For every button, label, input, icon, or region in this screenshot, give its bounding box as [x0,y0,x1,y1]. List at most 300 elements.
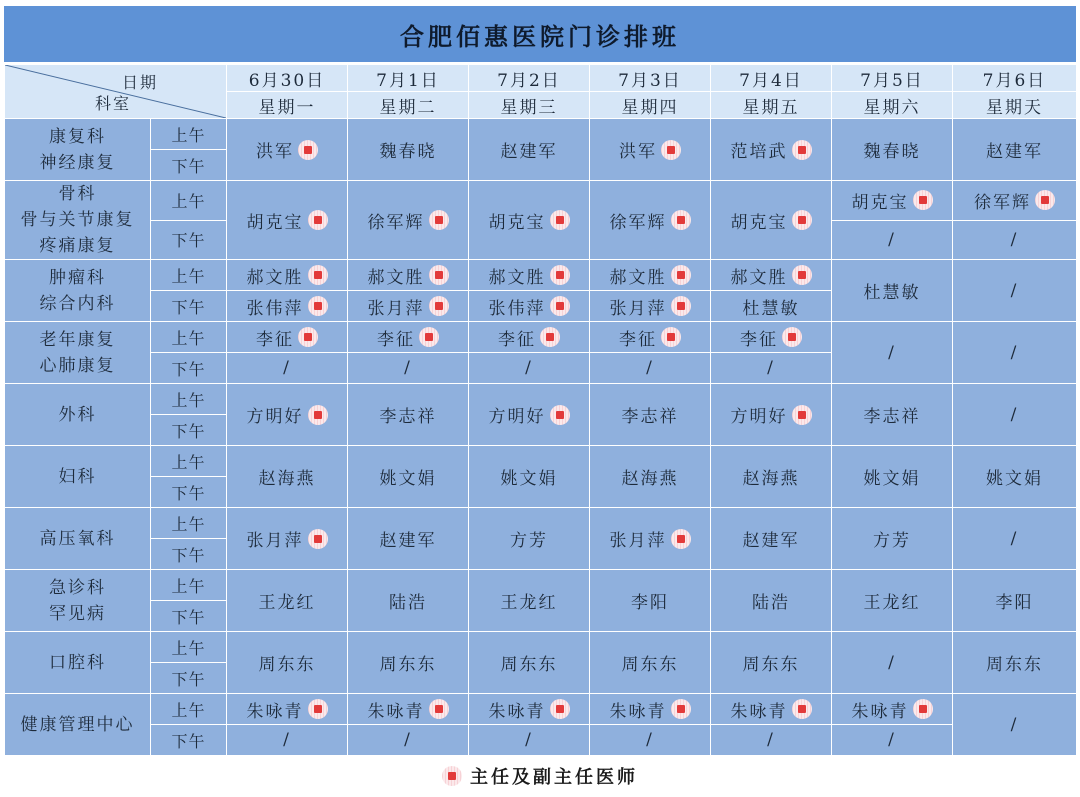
doctor-entry [888,343,896,363]
doctor-entry [501,137,558,162]
department-name-line: 肿瘤科 [49,267,106,288]
chief-physician-badge-icon [913,190,933,210]
schedule-cell [590,260,711,291]
doctor-entry [525,730,533,750]
schedule-cell [348,119,469,181]
schedule-cell [953,260,1077,322]
pm-label: 下午 [151,150,227,181]
am-row [5,322,1077,353]
doctor-entry [864,464,921,489]
schedule-cell [590,384,711,446]
doctor-name: 朱咏青 [488,701,546,722]
doctor-name: 周东东 [742,655,800,675]
doctor-name: 李志祥 [621,407,679,427]
doctor-entry [380,650,437,675]
date-row [5,65,1077,92]
pm-label: 下午 [151,725,227,756]
am-row [5,181,1077,221]
schedule-cell [590,353,711,384]
doctor-entry [622,402,679,427]
doctor-name: 郝文胜 [246,267,304,288]
chief-physician-badge-icon [792,699,812,719]
doctor-entry [888,730,896,750]
doctor-name: 李征 [256,329,294,350]
doctor-name: 洪军 [256,142,294,162]
chief-physician-badge-icon [1035,190,1055,210]
empty-slot: / [888,730,896,750]
doctor-entry [247,208,328,233]
department-name-line: 疼痛康复 [39,236,116,256]
schedule-cell [832,446,953,508]
schedule-cell [953,181,1077,221]
doctor-entry [368,263,449,288]
schedule-cell [227,446,348,508]
schedule-cell [348,725,469,756]
doctor-entry [731,697,812,722]
doctor-entry [622,650,679,675]
doctor-name: 李征 [377,329,415,350]
chief-physician-badge-icon [782,327,802,347]
pm-label: 下午 [151,353,227,384]
empty-slot: / [1010,229,1019,250]
schedule-cell [832,570,953,632]
doctor-entry [743,294,800,319]
department-name-line: 骨与关节康复 [20,210,135,230]
pm-label: 下午 [151,415,227,446]
doctor-name: 范培武 [730,142,788,162]
date-cell: 7月1日 [348,65,469,92]
schedule-table [4,64,1077,756]
schedule-cell [348,632,469,694]
date-cell: 7月4日 [711,65,832,92]
schedule-cell [711,694,832,725]
am-label: 上午 [151,384,227,415]
doctor-name: 陆浩 [752,593,790,613]
empty-slot: / [1010,280,1019,301]
doctor-name: 王龙红 [258,593,316,613]
schedule-cell [469,508,590,570]
schedule-cell [953,119,1077,181]
doctor-entry [610,294,691,319]
doctor-name: 朱咏青 [851,701,909,722]
department-name [5,322,151,384]
doctor-entry [986,137,1043,162]
department-name-line: 健康管理中心 [20,714,135,735]
doctor-name: 赵建军 [379,531,437,551]
doctor-entry [864,402,921,427]
chief-physician-badge-icon [550,265,570,285]
empty-slot: / [283,730,291,750]
schedule-cell [227,353,348,384]
chief-physician-badge-icon [308,210,328,230]
doctor-entry [752,588,790,613]
doctor-entry [1011,281,1019,301]
department-name-line: 外科 [58,404,97,425]
doctor-entry [864,278,921,303]
doctor-entry [247,263,328,288]
doctor-entry [731,402,812,427]
schedule-cell [832,694,953,725]
dept-axis-label: 科室 [95,94,132,113]
doctor-entry [1011,405,1019,425]
empty-slot: / [1010,342,1019,363]
doctor-entry [743,464,800,489]
doctor-entry [525,358,533,378]
doctor-name: 李阳 [631,593,669,613]
schedule-cell [953,632,1077,694]
doctor-entry [996,588,1034,613]
department-name-line: 康复科 [49,126,106,147]
department-name [5,119,151,181]
department-name-line: 骨科 [58,184,97,204]
schedule-cell [227,508,348,570]
schedule-cell [711,119,832,181]
doctor-name: 周东东 [258,655,316,675]
doctor-name: 张月萍 [609,298,667,319]
schedule-cell [348,570,469,632]
schedule-cell [953,220,1077,260]
doctor-entry [256,137,318,162]
doctor-entry [610,263,691,288]
doctor-entry [510,526,548,551]
schedule-cell [711,353,832,384]
empty-slot: / [646,358,654,378]
schedule-cell [711,725,832,756]
schedule-cell [469,725,590,756]
doctor-name: 赵海燕 [742,469,800,489]
doctor-name: 张月萍 [609,531,667,551]
doctor-entry [610,208,691,233]
schedule-cell [832,181,953,221]
doctor-name: 徐军辉 [367,212,425,233]
doctor-name: 李征 [740,329,778,350]
am-label: 上午 [151,632,227,663]
department-name-line: 罕见病 [49,603,106,624]
schedule-cell [348,384,469,446]
doctor-entry [888,653,896,673]
doctor-entry [852,188,933,213]
schedule-cell [469,353,590,384]
department-name [5,508,151,570]
chief-physician-badge-icon [308,699,328,719]
schedule-cell [348,322,469,353]
weekday-cell: 星期四 [590,92,711,119]
schedule-cell [227,384,348,446]
doctor-entry [368,294,449,319]
empty-slot: / [767,730,775,750]
doctor-entry [368,208,449,233]
pm-label: 下午 [151,220,227,260]
doctor-name: 朱咏青 [367,701,425,722]
chief-physician-badge-icon [792,265,812,285]
doctor-entry [740,325,802,350]
department-name-line: 老年康复 [39,329,116,350]
am-row [5,694,1077,725]
doctor-entry [1011,715,1019,735]
doctor-name: 胡克宝 [851,192,909,213]
doctor-name: 方明好 [246,407,304,427]
doctor-name: 朱咏青 [609,701,667,722]
am-label: 上午 [151,322,227,353]
doctor-entry [283,358,291,378]
doctor-name: 赵建军 [500,142,558,162]
date-cell: 7月6日 [953,65,1077,92]
doctor-name: 姚文娟 [863,469,921,489]
chief-physician-badge-icon [671,529,691,549]
doctor-name: 赵海燕 [258,469,316,489]
doctor-entry [631,588,669,613]
schedule-cell [227,632,348,694]
schedule-cell [953,446,1077,508]
department-name [5,694,151,756]
am-row [5,260,1077,291]
chief-physician-badge-icon [298,327,318,347]
chief-physician-badge-icon [298,140,318,160]
schedule-cell [711,508,832,570]
doctor-entry [389,588,427,613]
schedule-cell [590,181,711,260]
weekday-cell: 星期二 [348,92,469,119]
date-cell: 7月2日 [469,65,590,92]
doctor-name: 王龙红 [863,593,921,613]
empty-slot: / [283,358,291,378]
chief-physician-badge-icon [442,766,462,786]
department-name [5,181,151,260]
schedule-cell [227,570,348,632]
chief-physician-badge-icon [671,699,691,719]
doctor-entry [368,697,449,722]
schedule-cell [227,181,348,260]
doctor-name: 陆浩 [389,593,427,613]
doctor-name: 周东东 [500,655,558,675]
pm-label: 下午 [151,291,227,322]
empty-slot: / [888,229,896,250]
am-row [5,119,1077,150]
pm-row [5,725,1077,756]
page-title: 合肥佰惠医院门诊排班 [4,6,1076,62]
schedule-cell [590,694,711,725]
doctor-entry [380,464,437,489]
chief-physician-badge-icon [792,140,812,160]
schedule-cell [227,291,348,322]
doctor-entry [619,325,681,350]
department-name-line: 高压氧科 [39,528,116,549]
empty-slot: / [525,730,533,750]
doctor-name: 王龙红 [500,593,558,613]
department-name-line: 综合内科 [39,293,116,314]
doctor-entry [247,402,328,427]
schedule-cell [832,384,953,446]
schedule-cell [711,291,832,322]
doctor-name: 周东东 [986,655,1043,675]
chief-physician-badge-icon [550,699,570,719]
doctor-entry [610,526,691,551]
schedule-cell [469,260,590,291]
schedule-cell [348,291,469,322]
doctor-name: 胡克宝 [488,212,546,233]
department-name [5,446,151,508]
doctor-name: 杜慧敏 [863,283,921,303]
department-name-line: 神经康复 [39,152,116,173]
schedule-cell [832,260,953,322]
doctor-entry [256,325,318,350]
doctor-name: 郝文胜 [367,267,425,288]
chief-physician-badge-icon [661,327,681,347]
doctor-entry [986,464,1043,489]
doctor-entry [986,650,1043,675]
schedule-cell [953,570,1077,632]
doctor-name: 胡克宝 [730,212,788,233]
schedule-cell [469,181,590,260]
legend-text: 主任及副主任医师 [470,767,638,788]
chief-physician-badge-icon [419,327,439,347]
doctor-name: 方明好 [730,407,788,427]
doctor-entry [489,697,570,722]
am-label: 上午 [151,181,227,221]
doctor-name: 张月萍 [246,531,304,551]
weekday-cell: 星期六 [832,92,953,119]
schedule-cell [711,446,832,508]
schedule-cell [469,291,590,322]
schedule-cell [348,446,469,508]
am-label: 上午 [151,694,227,725]
schedule-cell [227,694,348,725]
schedule-cell [590,291,711,322]
schedule-cell [469,322,590,353]
doctor-name: 赵建军 [742,531,800,551]
doctor-name: 朱咏青 [730,701,788,722]
empty-slot: / [404,730,412,750]
doctor-name: 赵建军 [986,142,1043,162]
date-cell: 7月3日 [590,65,711,92]
schedule-cell [953,384,1077,446]
department-name [5,632,151,694]
doctor-entry [1011,343,1019,363]
doctor-name: 徐军辉 [609,212,667,233]
schedule-cell [711,260,832,291]
doctor-name: 方芳 [873,531,911,551]
am-label: 上午 [151,260,227,291]
chief-physician-badge-icon [308,265,328,285]
pm-label: 下午 [151,601,227,632]
schedule-cell [469,384,590,446]
doctor-entry [259,650,316,675]
doctor-entry [259,464,316,489]
chief-physician-badge-icon [550,210,570,230]
corner-header [5,65,227,119]
doctor-entry [501,650,558,675]
doctor-entry [619,137,681,162]
schedule-cell [227,725,348,756]
doctor-entry [767,358,775,378]
am-row [5,384,1077,415]
schedule-cell [590,570,711,632]
doctor-name: 方芳 [510,531,548,551]
doctor-entry [380,402,437,427]
doctor-entry [247,697,328,722]
doctor-name: 姚文娟 [379,469,437,489]
doctor-name: 周东东 [379,655,437,675]
chief-physician-badge-icon [429,210,449,230]
department-name [5,384,151,446]
schedule-cell [590,632,711,694]
chief-physician-badge-icon [792,210,812,230]
doctor-entry [489,294,570,319]
department-name-line: 心肺康复 [39,355,116,376]
chief-physician-badge-icon [429,265,449,285]
schedule-cell [711,181,832,260]
schedule-cell [348,181,469,260]
empty-slot: / [525,358,533,378]
doctor-entry [731,137,812,162]
department-name-line: 急诊科 [49,577,106,598]
schedule-cell [590,508,711,570]
date-axis-label: 日期 [121,73,158,92]
weekday-cell: 星期一 [227,92,348,119]
chief-physician-badge-icon [671,296,691,316]
doctor-name: 李阳 [995,593,1034,613]
schedule-cell [348,508,469,570]
schedule-cell [469,570,590,632]
am-row [5,632,1077,663]
department-name-line: 妇科 [58,466,97,487]
am-label: 上午 [151,119,227,150]
department-name-line: 口腔科 [49,652,106,673]
pm-label: 下午 [151,477,227,508]
empty-slot: / [888,342,896,363]
pm-label: 下午 [151,663,227,694]
schedule-cell [711,322,832,353]
doctor-entry [852,697,933,722]
doctor-name: 郝文胜 [609,267,667,288]
doctor-entry [259,588,316,613]
schedule-cell [832,119,953,181]
doctor-entry [646,730,654,750]
doctor-name: 方明好 [488,407,546,427]
schedule-grid [4,64,1076,754]
doctor-entry [498,325,560,350]
doctor-entry [873,526,911,551]
schedule-cell [953,508,1077,570]
chief-physician-badge-icon [308,529,328,549]
schedule-cell [953,694,1077,756]
doctor-name: 姚文娟 [986,469,1043,489]
chief-physician-badge-icon [671,265,691,285]
doctor-entry [247,526,328,551]
am-label: 上午 [151,508,227,539]
schedule-cell [227,322,348,353]
doctor-entry [247,294,328,319]
chief-physician-badge-icon [792,405,812,425]
doctor-entry [974,188,1055,213]
chief-physician-badge-icon [661,140,681,160]
schedule-cell [953,322,1077,384]
doctor-entry [888,230,896,250]
doctor-entry [610,697,691,722]
doctor-name: 郝文胜 [730,267,788,288]
schedule-cell [590,725,711,756]
schedule-cell [348,353,469,384]
schedule-cell [227,260,348,291]
doctor-entry [501,588,558,613]
doctor-name: 李征 [619,329,657,350]
doctor-entry [404,358,412,378]
doctor-entry [1011,230,1019,250]
doctor-entry [743,526,800,551]
chief-physician-badge-icon [913,699,933,719]
schedule-cell [832,322,953,384]
doctor-name: 魏春晓 [863,142,921,162]
